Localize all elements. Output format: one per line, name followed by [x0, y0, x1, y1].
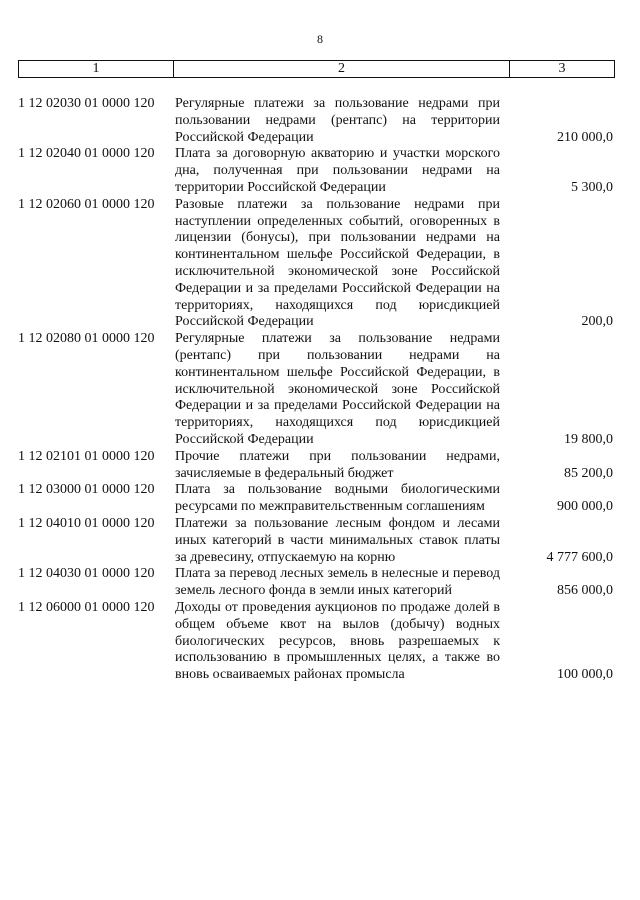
amount: 4 777 600,0 — [546, 549, 613, 565]
amount: 900 000,0 — [557, 499, 613, 515]
revenue-table — [18, 96, 615, 684]
budget-code: 1 12 03000 01 0000 120 — [18, 482, 155, 498]
table-row — [18, 331, 615, 449]
amount: 200,0 — [581, 314, 613, 330]
table-row — [18, 482, 615, 516]
table-row — [18, 600, 615, 684]
table-row — [18, 449, 615, 483]
table-row — [18, 146, 615, 196]
amount: 85 200,0 — [564, 465, 613, 481]
table-row — [18, 197, 615, 331]
budget-code: 1 12 02060 01 0000 120 — [18, 196, 155, 212]
revenue-description: Плата за пользование водными биологическими ресурсами по межправительственным соглашениям — [175, 482, 500, 515]
revenue-description: Плата за перевод лесных земель в нелесные и перевод земель лесного фонда в земли иных категорий — [175, 566, 500, 599]
table-row — [18, 516, 615, 566]
amount: 19 800,0 — [564, 431, 613, 447]
budget-code: 1 12 02101 01 0000 120 — [18, 448, 155, 464]
budget-code: 1 12 02080 01 0000 120 — [18, 331, 155, 347]
table-row — [18, 96, 615, 146]
page-number: 8 — [317, 32, 323, 46]
revenue-description: Плата за договорную акваторию и участки морского дна, полученная при пользовании недрами на территории Российской Федерации — [175, 146, 500, 195]
amount: 5 300,0 — [571, 179, 613, 195]
amount: 856 000,0 — [557, 583, 613, 599]
column-header-row — [18, 60, 615, 78]
revenue-description: Регулярные платежи за пользование недрами (рентапс) при пользовании недрами на континентальном шельфе Российской Федерации, в исключительной экономической зоне Российской Федерации и за пределами Российской Федерации на территориях, находящихся под юрисдикцией Российской Федерации — [175, 331, 500, 447]
revenue-description: Регулярные платежи за пользование недрами при пользовании недрами (рентапс) на территории Российской Федерации — [175, 96, 500, 145]
table-row — [18, 566, 615, 600]
revenue-description: Платежи за пользование лесным фондом и лесами иных категорий в части минимальных ставок платы за древесину, отпускаемую на корню — [175, 515, 500, 565]
budget-code: 1 12 02030 01 0000 120 — [18, 96, 155, 111]
column-header-3: 3 — [509, 61, 614, 77]
revenue-description: Разовые платежи за пользование недрами при наступлении определенных событий, оговоренных в лицензии (бонусы), при пользовании недрами на континентальном шельфе Российской Федерации, в исключительной экономической зоне Российской Федерации и за пределами Российской Федерации на территориях, находящихся под юрисдикцией Российской Федерации — [175, 196, 500, 330]
revenue-description: Доходы от проведения аукционов по продаже долей в общем объеме квот на вылов (добычу) водных биологических ресурсов, вновь разрешаемых к использованию в промышленных целях, а также во вновь осваиваемых районах промысла — [175, 599, 500, 683]
budget-code: 1 12 02040 01 0000 120 — [18, 146, 155, 162]
revenue-description: Прочие платежи при пользовании недрами, зачисляемые в федеральный бюджет — [175, 448, 500, 481]
amount: 210 000,0 — [557, 129, 613, 145]
column-header-1: 1 — [92, 61, 100, 76]
budget-code: 1 12 06000 01 0000 120 — [18, 599, 155, 615]
budget-code: 1 12 04030 01 0000 120 — [18, 566, 155, 582]
column-header-2: 2 — [173, 61, 509, 77]
budget-code: 1 12 04010 01 0000 120 — [18, 515, 155, 531]
amount: 100 000,0 — [557, 667, 613, 683]
